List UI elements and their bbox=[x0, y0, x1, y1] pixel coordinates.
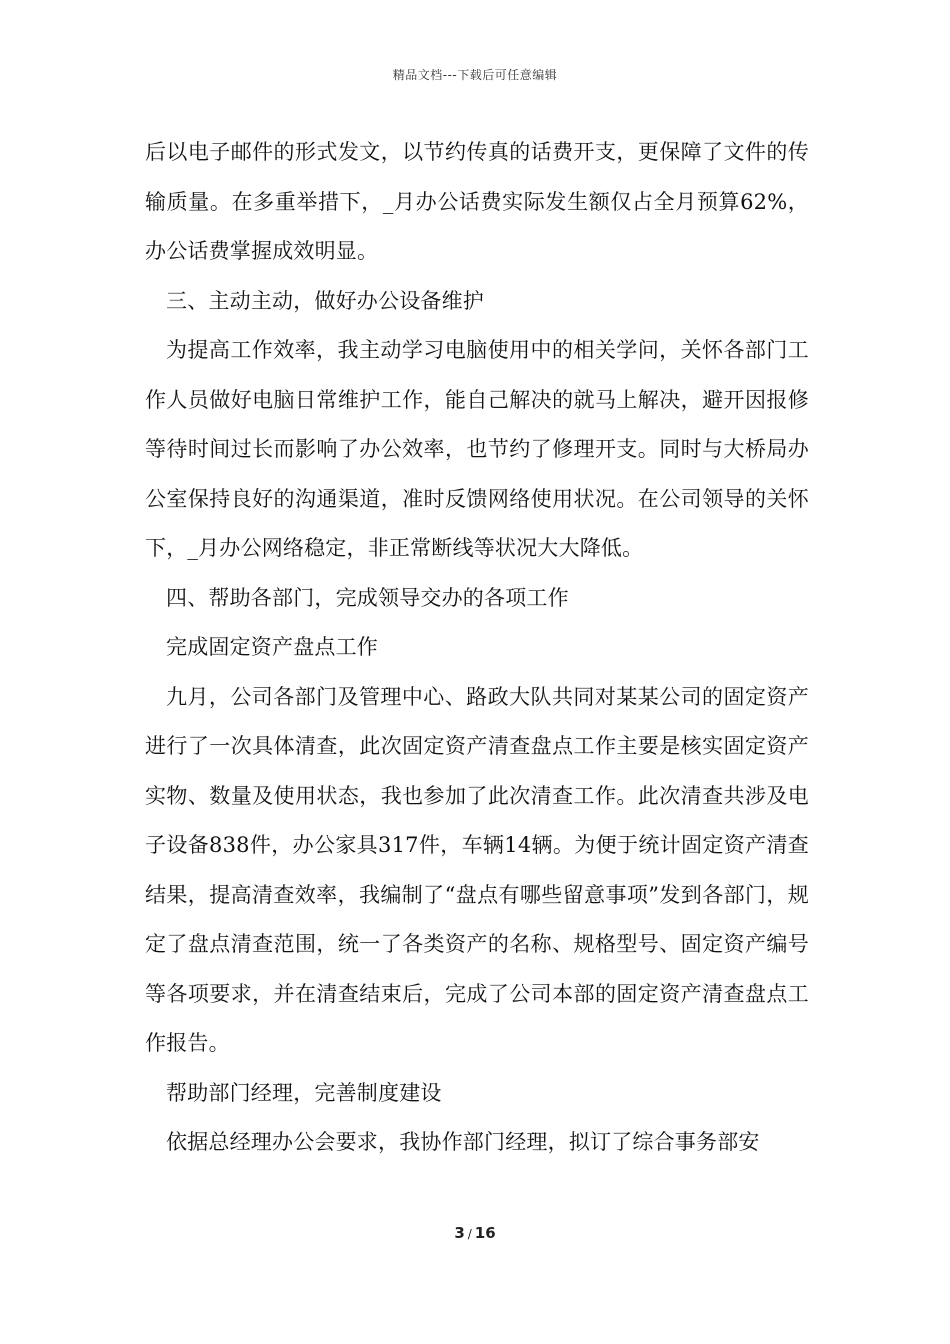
page-separator: / bbox=[467, 1227, 472, 1241]
paragraph-system-building: 依据总经理办公会要求，我协作部门经理，拟订了综合事务部安 bbox=[166, 1130, 760, 1154]
subheading-system-building: 帮助部门经理，完善制度建设 bbox=[166, 1080, 442, 1105]
total-pages: 16 bbox=[474, 1224, 496, 1242]
section-heading-assist: 四、帮助各部门，完成领导交办的各项工作 bbox=[166, 585, 569, 610]
section-heading-equipment: 三、主动主动，做好办公设备维护 bbox=[166, 288, 484, 313]
subheading-asset-inventory: 完成固定资产盘点工作 bbox=[166, 635, 378, 659]
current-page: 3 bbox=[454, 1224, 465, 1242]
page-number bbox=[0, 1224, 950, 1242]
paragraph-asset-inventory: 九月，公司各部门及管理中心、路政大队共同对某某公司的固定资产进行了一次具体清查，此次固定资产清查盘点工作主要是核实固定资产实物、数量及使用状态，我也参加了此次清查工作。此次清查共涉及电子设备838件，办公家具317件，车辆14辆。为便于统计固定资产清查结果，提高清查效率，我编制了“盘点有哪些留意事项”发到各部门，规定了盘点清查范围，统一了各类资产的名称、规格型号、固定资产编号等各项要求，并在清查结束后，完成了公司本部的固定资产清查盘点工作报告。 bbox=[145, 684, 809, 1055]
paragraph-equipment-maintenance: 为提高工作效率，我主动学习电脑使用中的相关学问，关怀各部门工作人员做好电脑日常维护工作，能自己解决的就马上解决，避开因报修等待时间过长而影响了办公效率，也节约了修理开支。同时与大桥局办公室保持良好的沟通渠道，准时反馈网络使用状况。在公司领导的关怀下，_月办公网络稳定，非正常断线等状况大大降低。 bbox=[145, 338, 809, 560]
document-body bbox=[145, 128, 809, 1168]
page-header: 精品文档---下载后可任意编辑 bbox=[392, 68, 558, 82]
paragraph-phone-cost: 后以电子邮件的形式发文，以节约传真的话费开支，更保障了文件的传输质量。在多重举措下，_月办公话费实际发生额仅占全月预算62%，办公话费掌握成效明显。 bbox=[145, 140, 809, 263]
